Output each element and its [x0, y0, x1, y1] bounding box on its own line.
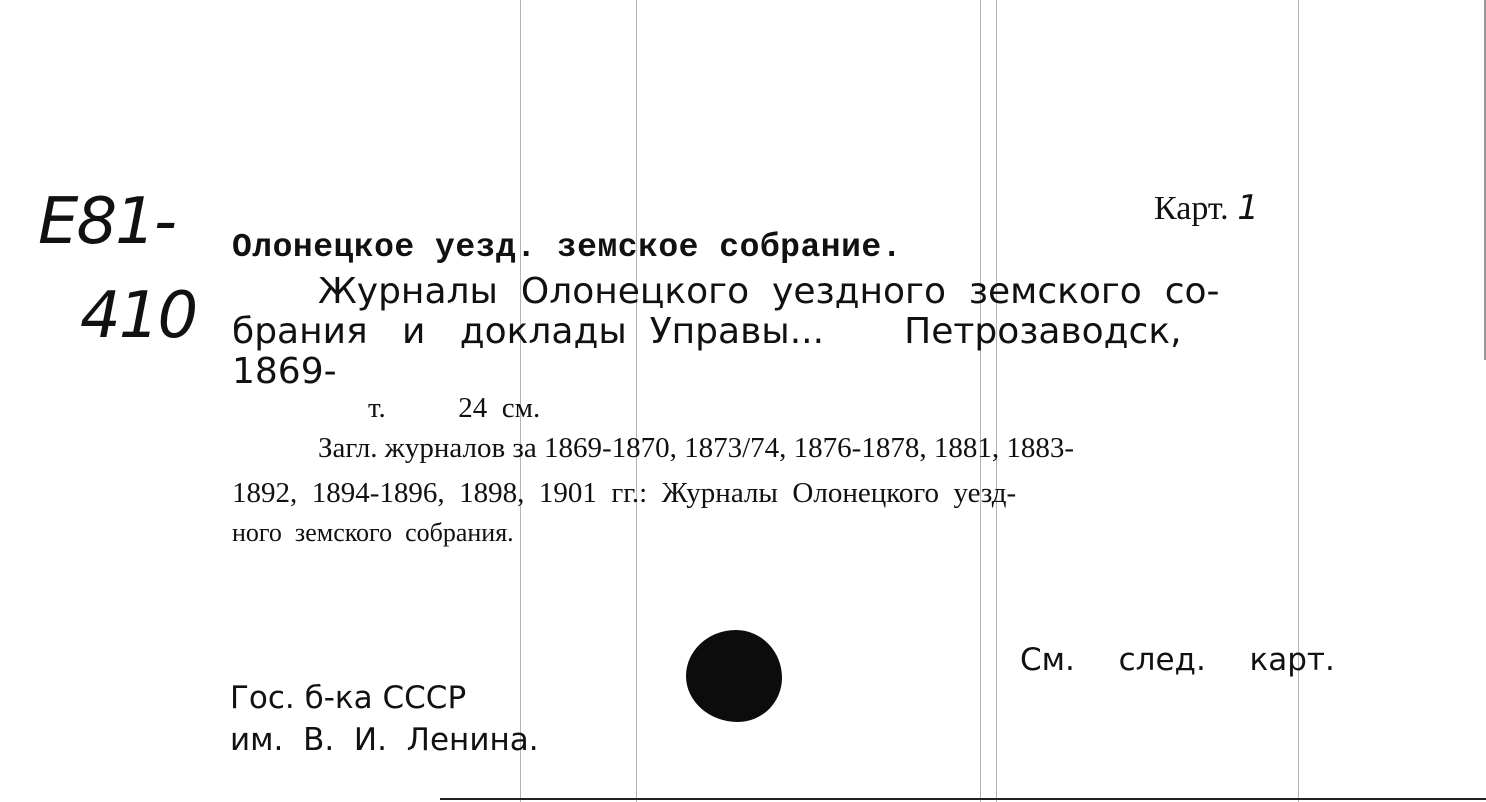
- card-number-value: 1: [1237, 188, 1259, 228]
- scan-line: [980, 0, 981, 802]
- note-line: ного земского собрания.: [232, 518, 514, 547]
- library-line: им. В. И. Ленина.: [230, 722, 539, 758]
- call-number-line-2: 410: [80, 279, 197, 353]
- ink-blot: [686, 630, 782, 722]
- scan-line: [1298, 0, 1299, 802]
- call-number-line-1: E81-: [38, 185, 175, 259]
- card-number: [1154, 188, 1259, 228]
- scan-line: [996, 0, 997, 802]
- see-next-card: См. след. карт.: [1020, 642, 1335, 678]
- heading: Олонецкое уезд. земское собрание.: [232, 229, 903, 266]
- library-line: Гос. б-ка СССР: [230, 680, 467, 716]
- note-line: Загл. журналов за 1869-1870, 1873/74, 1876-1878, 1881, 1883-: [318, 432, 1074, 464]
- description-line: брания и доклады Управы... Петрозаводск,: [232, 311, 1182, 352]
- description-line: Журналы Олонецкого уездного земского со-: [318, 271, 1220, 312]
- card-label: Карт.: [1154, 190, 1229, 227]
- volume-size: т. 24 см.: [368, 392, 541, 424]
- description-line: 1869-: [232, 351, 337, 392]
- note-line: 1892, 1894-1896, 1898, 1901 гг.: Журналы Олонецкого уезд-: [232, 477, 1017, 509]
- scan-line: [636, 0, 637, 802]
- card-bottom-edge: [440, 798, 1486, 800]
